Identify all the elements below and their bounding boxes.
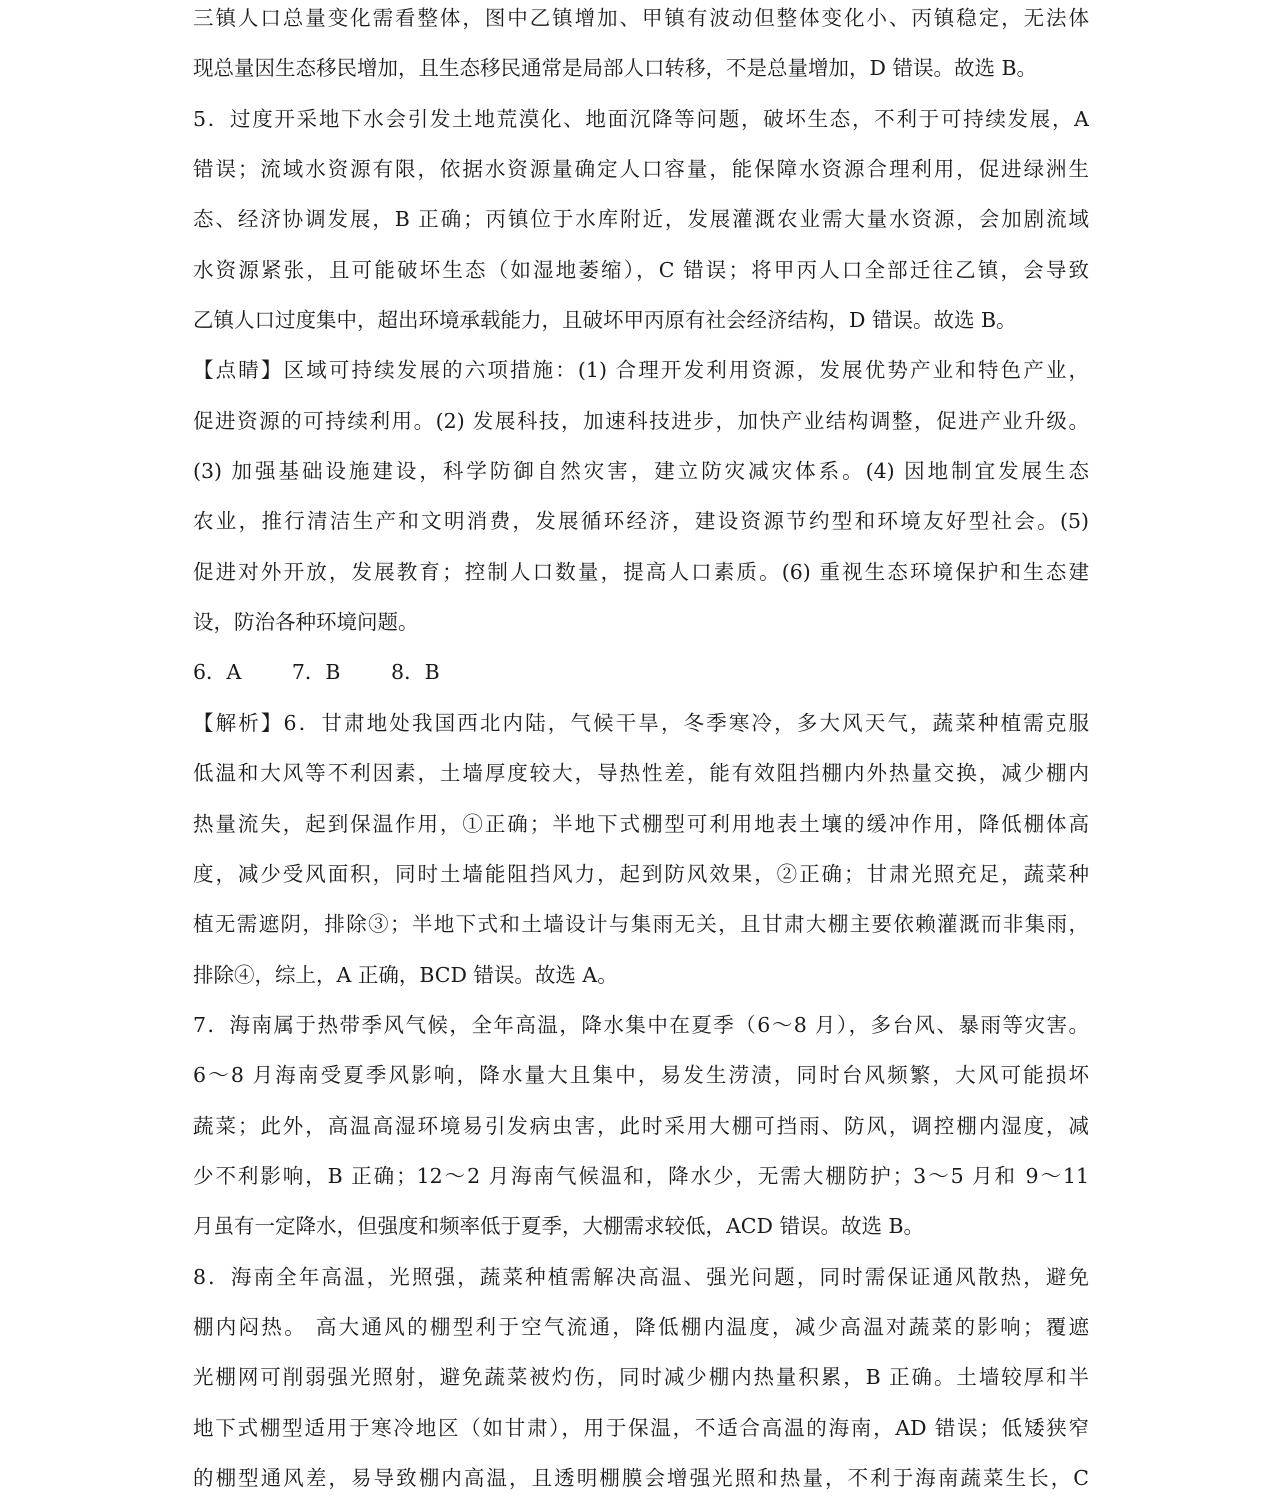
answer-7: 7．B: [291, 660, 341, 685]
q5-explanation: [193, 94, 1089, 346]
text-line: (3) 加强基础设施建设，科学防御自然灾害，建立防灾减灾体系。(4) 因地制宜发展生态: [193, 459, 1089, 484]
q6-explanation: [193, 698, 1089, 1000]
text-line: 错误；流域水资源有限，依据水资源量确定人口容量，能保障水资源合理利用，促进绿洲生: [193, 157, 1089, 182]
text-line: 地下式棚型适用于寒冷地区（如甘肃），用于保温，不适合高温的海南，AD 错误；低矮狭窄: [193, 1415, 1089, 1440]
q4-explanation-tail: [193, 0, 1089, 94]
text-line: 农业，推行清洁生产和文明消费，发展循环经济，建设资源节约型和环境友好型社会。(5): [193, 509, 1089, 534]
text-line: 月虽有一定降水，但强度和频率低于夏季，大棚需求较低，ACD 错误。故选 B。: [193, 1214, 925, 1239]
text-line: 光棚网可削弱强光照射，避免蔬菜被灼伤，同时减少棚内热量积累，B 正确。土墙较厚和半: [193, 1365, 1089, 1390]
q7-explanation: [193, 1000, 1089, 1252]
text-line: 【解析】6．甘肃地处我国西北内陆，气候干旱，冬季寒冷，多大风天气，蔬菜种植需克服: [193, 710, 1089, 735]
text-line: 棚内闷热。 高大通风的棚型利于空气流通，降低棚内温度，减少高温对蔬菜的影响；覆遮: [193, 1314, 1089, 1339]
text-line: 态、经济协调发展，B 正确；丙镇位于水库附近，发展灌溉农业需大量水资源，会加剧流域: [193, 207, 1089, 232]
text-line: 现总量因生态移民增加，且生态移民通常是局部人口转移，不是总量增加，D 错误。故选 B。: [193, 56, 1038, 81]
answer-8: 8．B: [391, 660, 440, 685]
text-line: 8．海南全年高温，光照强，蔬菜种植需解决高温、强光问题，同时需保证通风散热，避免: [193, 1264, 1089, 1289]
text-line: 热量流失，起到保温作用，①正确；半地下式棚型可利用地表土壤的缓冲作用，降低棚体高: [193, 811, 1089, 836]
text-line: 少不利影响，B 正确；12～2 月海南气候温和，降水少，无需大棚防护；3～5 月和 9～11: [193, 1163, 1089, 1188]
tip-section: [193, 345, 1089, 647]
text-line: 5．过度开采地下水会引发土地荒漠化、地面沉降等问题，破坏生态，不利于可持续发展，A: [193, 106, 1089, 131]
text-line: 7．海南属于热带季风气候，全年高温，降水集中在夏季（6～8 月），多台风、暴雨等灾害。: [193, 1012, 1089, 1037]
text-line: 蔬菜；此外，高温高湿环境易引发病虫害，此时采用大棚可挡雨、防风，调控棚内湿度，减: [193, 1113, 1089, 1138]
text-line: 设，防治各种环境问题。: [193, 610, 419, 635]
text-line: 【点睛】区域可持续发展的六项措施：(1) 合理开发利用资源，发展优势产业和特色产业，: [193, 358, 1089, 383]
text-line: 排除④，综上，A 正确，BCD 错误。故选 A。: [193, 962, 618, 987]
text-line: 植无需遮阴，排除③；半地下式和土墙设计与集雨无关，且甘肃大棚主要依赖灌溉而非集雨，: [193, 912, 1089, 937]
q8-explanation: [193, 1252, 1089, 1503]
answer-6: 6．A: [193, 660, 242, 685]
text-line: 度，减少受风面积，同时土墙能阻挡风力，起到防风效果，②正确；甘肃光照充足，蔬菜种: [193, 861, 1089, 886]
text-line: 6～8 月海南受夏季风影响，降水量大且集中，易发生涝渍，同时台风频繁，大风可能损坏: [193, 1063, 1089, 1088]
text-line: 促进对外开放，发展教育；控制人口数量，提高人口素质。(6) 重视生态环境保护和生态建: [193, 559, 1089, 584]
text-line: 三镇人口总量变化需看整体，图中乙镇增加、甲镇有波动但整体变化小、丙镇稳定，无法体: [193, 6, 1089, 30]
text-line: 促进资源的可持续利用。(2) 发展科技，加速科技进步，加快产业结构调整，促进产业升级。: [193, 408, 1089, 433]
text-line: 的棚型通风差，易导致棚内高温，且透明棚膜会增强光照和热量，不利于海南蔬菜生长，C: [193, 1465, 1089, 1490]
text-line: 低温和大风等不利因素，土墙厚度较大，导热性差，能有效阻挡棚内外热量交换，减少棚内: [193, 761, 1089, 786]
text-line: 乙镇人口过度集中，超出环境承载能力，且破坏甲丙原有社会经济结构，D 错误。故选 B。: [193, 308, 1017, 333]
document-page: [193, 0, 1089, 1503]
answer-key-line: [193, 647, 1089, 697]
text-line: 水资源紧张，且可能破坏生态（如湿地萎缩），C 错误；将甲丙人口全部迁往乙镇，会导致: [193, 257, 1089, 282]
